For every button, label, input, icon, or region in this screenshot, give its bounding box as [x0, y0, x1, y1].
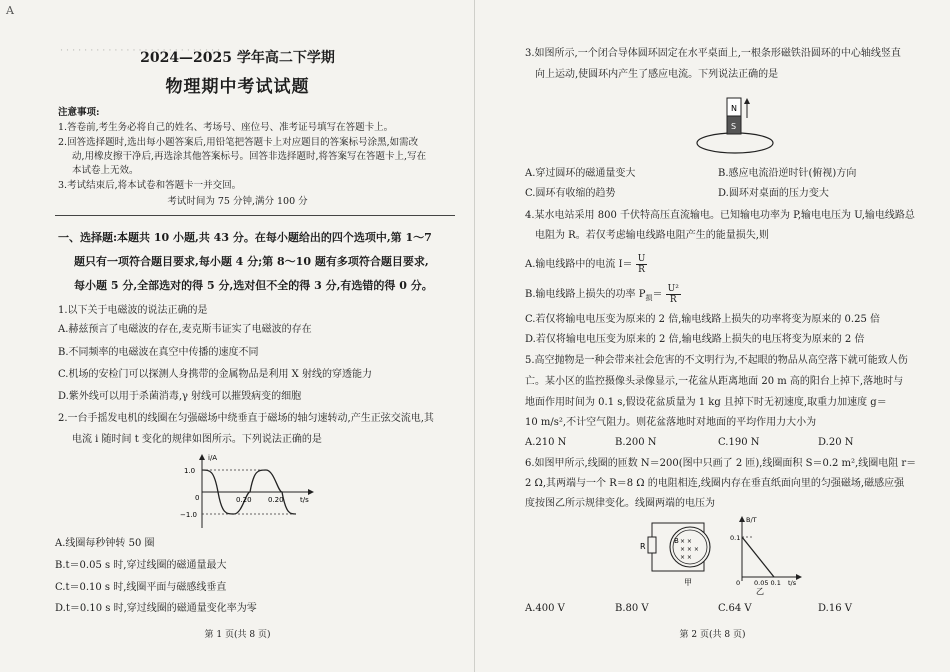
page-footer: 第 2 页(共 8 页) [679, 630, 746, 640]
q4-option-b-fraction [666, 284, 681, 305]
exam-title-term: 2024—2025 学年高二下学期 [140, 50, 335, 66]
resistor-label: R [640, 542, 646, 551]
q5-option-c: C.190 N [718, 437, 760, 448]
q2-option-d: D.t＝0.10 s 时,穿过线圈的磁通量变化率为零 [55, 603, 257, 614]
q4-option-b-subscript: 损 [645, 294, 653, 302]
svg-text:× × ×: × × × [680, 546, 699, 553]
q2-current-graph [180, 452, 320, 530]
svg-text:× ×: × × [680, 538, 692, 545]
field-label: B [674, 537, 679, 545]
caption-yi: 乙 [756, 587, 764, 595]
q2-stem: 2.一台手摇发电机的线圈在匀强磁场中绕垂直于磁场的轴匀速转动,产生正弦交流电,其 [58, 413, 434, 424]
q5-option-d: D.20 N [818, 437, 854, 448]
q2-y-axis-label: i/A [208, 454, 218, 462]
exam-info: 考试时间为 75 分钟,满分 100 分 [167, 196, 308, 207]
q1-option-b: B.不同频率的电磁波在真空中传播的速度不同 [58, 347, 259, 358]
q6-x-ticks: 0.05 0.1 [754, 579, 781, 587]
q2-option-b: B.t＝0.05 s 时,穿过线圈的磁通量最大 [55, 560, 227, 571]
section-heading: 题只有一项符合题目要求,每小题 4 分;第 8～10 题有多项符合题目要求, [74, 255, 429, 268]
q4-option-d: D.若仅将输电电压变为原来的 2 倍,输电线路上损失的电压将变为原来的 2 倍 [525, 334, 865, 345]
q2-x-tick-2: 0.20 [268, 496, 284, 504]
q6-line: 2 Ω,其两端与一个 R＝8 Ω 的电阻相连,线圈内存在垂直纸面向里的匀强磁场,磁感应强 [525, 478, 905, 489]
q1-option-d: D.紫外线可以用于杀菌消毒,γ 射线可以摧毁病变的细胞 [58, 391, 302, 402]
q2-option-c: C.t＝0.10 s 时,线圈平面与磁感线垂直 [55, 582, 227, 593]
q6-y-axis-label: B/T [746, 516, 757, 524]
q6-origin: 0 [736, 579, 741, 587]
q6-option-b: B.80 V [615, 603, 649, 614]
q3-option-a: A.穿过圆环的磁通量变大 [525, 168, 636, 179]
q6-option-a: A.400 V [525, 603, 565, 614]
q5-line: 亡。某小区的监控摄像头录像显示,一花盆从距离地面 20 m 高的阳台上掉下,落地时与 [525, 376, 904, 387]
q5-line: 10 m/s²,不计空气阻力。则花盆落地时对地面的平均作用力大小为 [525, 417, 817, 428]
magnet-n-label: N [731, 104, 737, 113]
q2-x-axis-label: t/s [300, 496, 309, 504]
q6-y-tick: 0.1 [730, 534, 741, 542]
q1-option-a: A.赫兹预言了电磁波的存在,麦克斯韦证实了电磁波的存在 [58, 324, 312, 335]
q4-option-a-fraction [636, 254, 648, 275]
q2-x-tick-1: 0.20 [236, 496, 252, 504]
q4-stem: 电阻为 R。若仅考虑输电线路电阻产生的能量损失,则 [535, 230, 769, 241]
note-line: 3.考试结束后,将本试卷和答题卡一并交回。 [58, 180, 242, 191]
notes-heading: 注意事项: [58, 107, 100, 118]
q5-option-a: A.210 N [525, 437, 567, 448]
q6-line: 度按图乙所示规律变化。线圈两端的电压为 [525, 498, 715, 509]
divider [55, 215, 455, 216]
q4-option-b-equals: ＝ [652, 289, 663, 300]
page-2 [475, 0, 950, 672]
q6-option-d: D.16 V [818, 603, 852, 614]
page-footer: 第 1 页(共 8 页) [204, 630, 271, 640]
q3-stem: 向上运动,使圆环内产生了感应电流。下列说法正确的是 [535, 69, 779, 80]
fraction-denominator: R [669, 295, 677, 305]
note-line: 动,用橡皮擦干净后,再选涂其他答案标号。回答非选择题时,将答案写在答题卡上,写在 [72, 151, 427, 162]
section-heading: 一、选择题:本题共 10 小题,共 43 分。在每小题给出的四个选项中,第 1～7 [58, 231, 432, 244]
fraction-numerator: U [637, 254, 646, 264]
q6-x-axis-label: t/s [788, 579, 797, 587]
q3-option-d: D.圆环对桌面的压力变大 [718, 188, 829, 199]
q1-option-c: C.机场的安检门可以探测人身携带的金属物品是利用 X 射线的穿透能力 [58, 369, 372, 380]
fraction-denominator: R [638, 265, 645, 275]
q2-origin: 0 [195, 494, 200, 502]
q3-option-c: C.圆环有收缩的趋势 [525, 188, 616, 199]
q4-option-c: C.若仅将输电电压变为原来的 2 倍,输电线路上损失的功率将变为原来的 0.25 倍 [525, 314, 880, 325]
q6-option-c: C.64 V [718, 603, 752, 614]
q4-option-a-text: A.输电线路中的电流 I＝ [525, 259, 633, 270]
q3-stem: 3.如图所示,一个闭合导体圆环固定在水平桌面上,一根条形磁铁沿圆环的中心轴线竖直 [525, 48, 901, 59]
caption-jia: 甲 [684, 578, 692, 587]
note-line: 1.答卷前,考生务必将自己的姓名、考场号、座位号、准考证号填写在答题卡上。 [58, 122, 394, 133]
note-line: 2.回答选择题时,选出每小题答案后,用铅笔把答题卡上对应题目的答案标号涂黑,如需改 [58, 137, 419, 148]
q5-line: 5.高空抛物是一种会带来社会危害的不文明行为,不起眼的物品从高空落下就可能致人伤 [525, 355, 908, 366]
q2-y-tick-bottom: −1.0 [180, 511, 197, 519]
q5-line: 地面作用时间为 0.1 s,假设花盆质量为 1 kg 且掉下时无初速度,取重力加速度 g＝ [525, 397, 887, 408]
q3-magnet-ring-figure [685, 88, 785, 160]
fraction-numerator: U² [667, 284, 679, 294]
q2-y-tick-top: 1.0 [184, 467, 196, 475]
q2-option-a: A.线圈每秒钟转 50 圈 [55, 538, 155, 549]
q1-stem: 1.以下关于电磁波的说法正确的是 [58, 305, 208, 316]
q4-option-b-text: B.输电线路上损失的功率 P [525, 289, 646, 300]
q2-stem: 电流 i 随时间 t 变化的规律如图所示。下列说法正确的是 [72, 434, 322, 445]
exam-title: 物理期中考试试题 [165, 77, 310, 97]
section-heading: 每小题 5 分,全部选对的得 5 分,选对但不全的得 3 分,有选错的得 0 分。 [74, 279, 433, 292]
q6-line: 6.如图甲所示,线圈的匝数 N＝200(图中只画了 2 匝),线圈面积 S＝0.2 m²,线圈电阻 r＝ [525, 458, 917, 469]
note-line: 本试卷上无效。 [72, 165, 139, 176]
q5-option-b: B.200 N [615, 437, 657, 448]
q4-option-b [525, 284, 681, 305]
q3-option-b: B.感应电流沿逆时针(俯视)方向 [718, 168, 857, 179]
q4-option-a [525, 254, 647, 275]
q4-stem: 4.某水电站采用 800 千伏特高压直流输电。已知输电功率为 P,输电电压为 U,输电线路总 [525, 210, 915, 221]
bleed-through-text: · · · · · · · · · · · · · · · · · · · · · · · · · · · [60, 45, 221, 56]
q6-coil-circuit-figure [640, 515, 720, 587]
svg-text:× ×: × × [680, 554, 692, 561]
corner-mark: A [6, 4, 14, 17]
magnet-s-label: S [731, 122, 737, 131]
q6-b-t-graph [730, 515, 805, 595]
